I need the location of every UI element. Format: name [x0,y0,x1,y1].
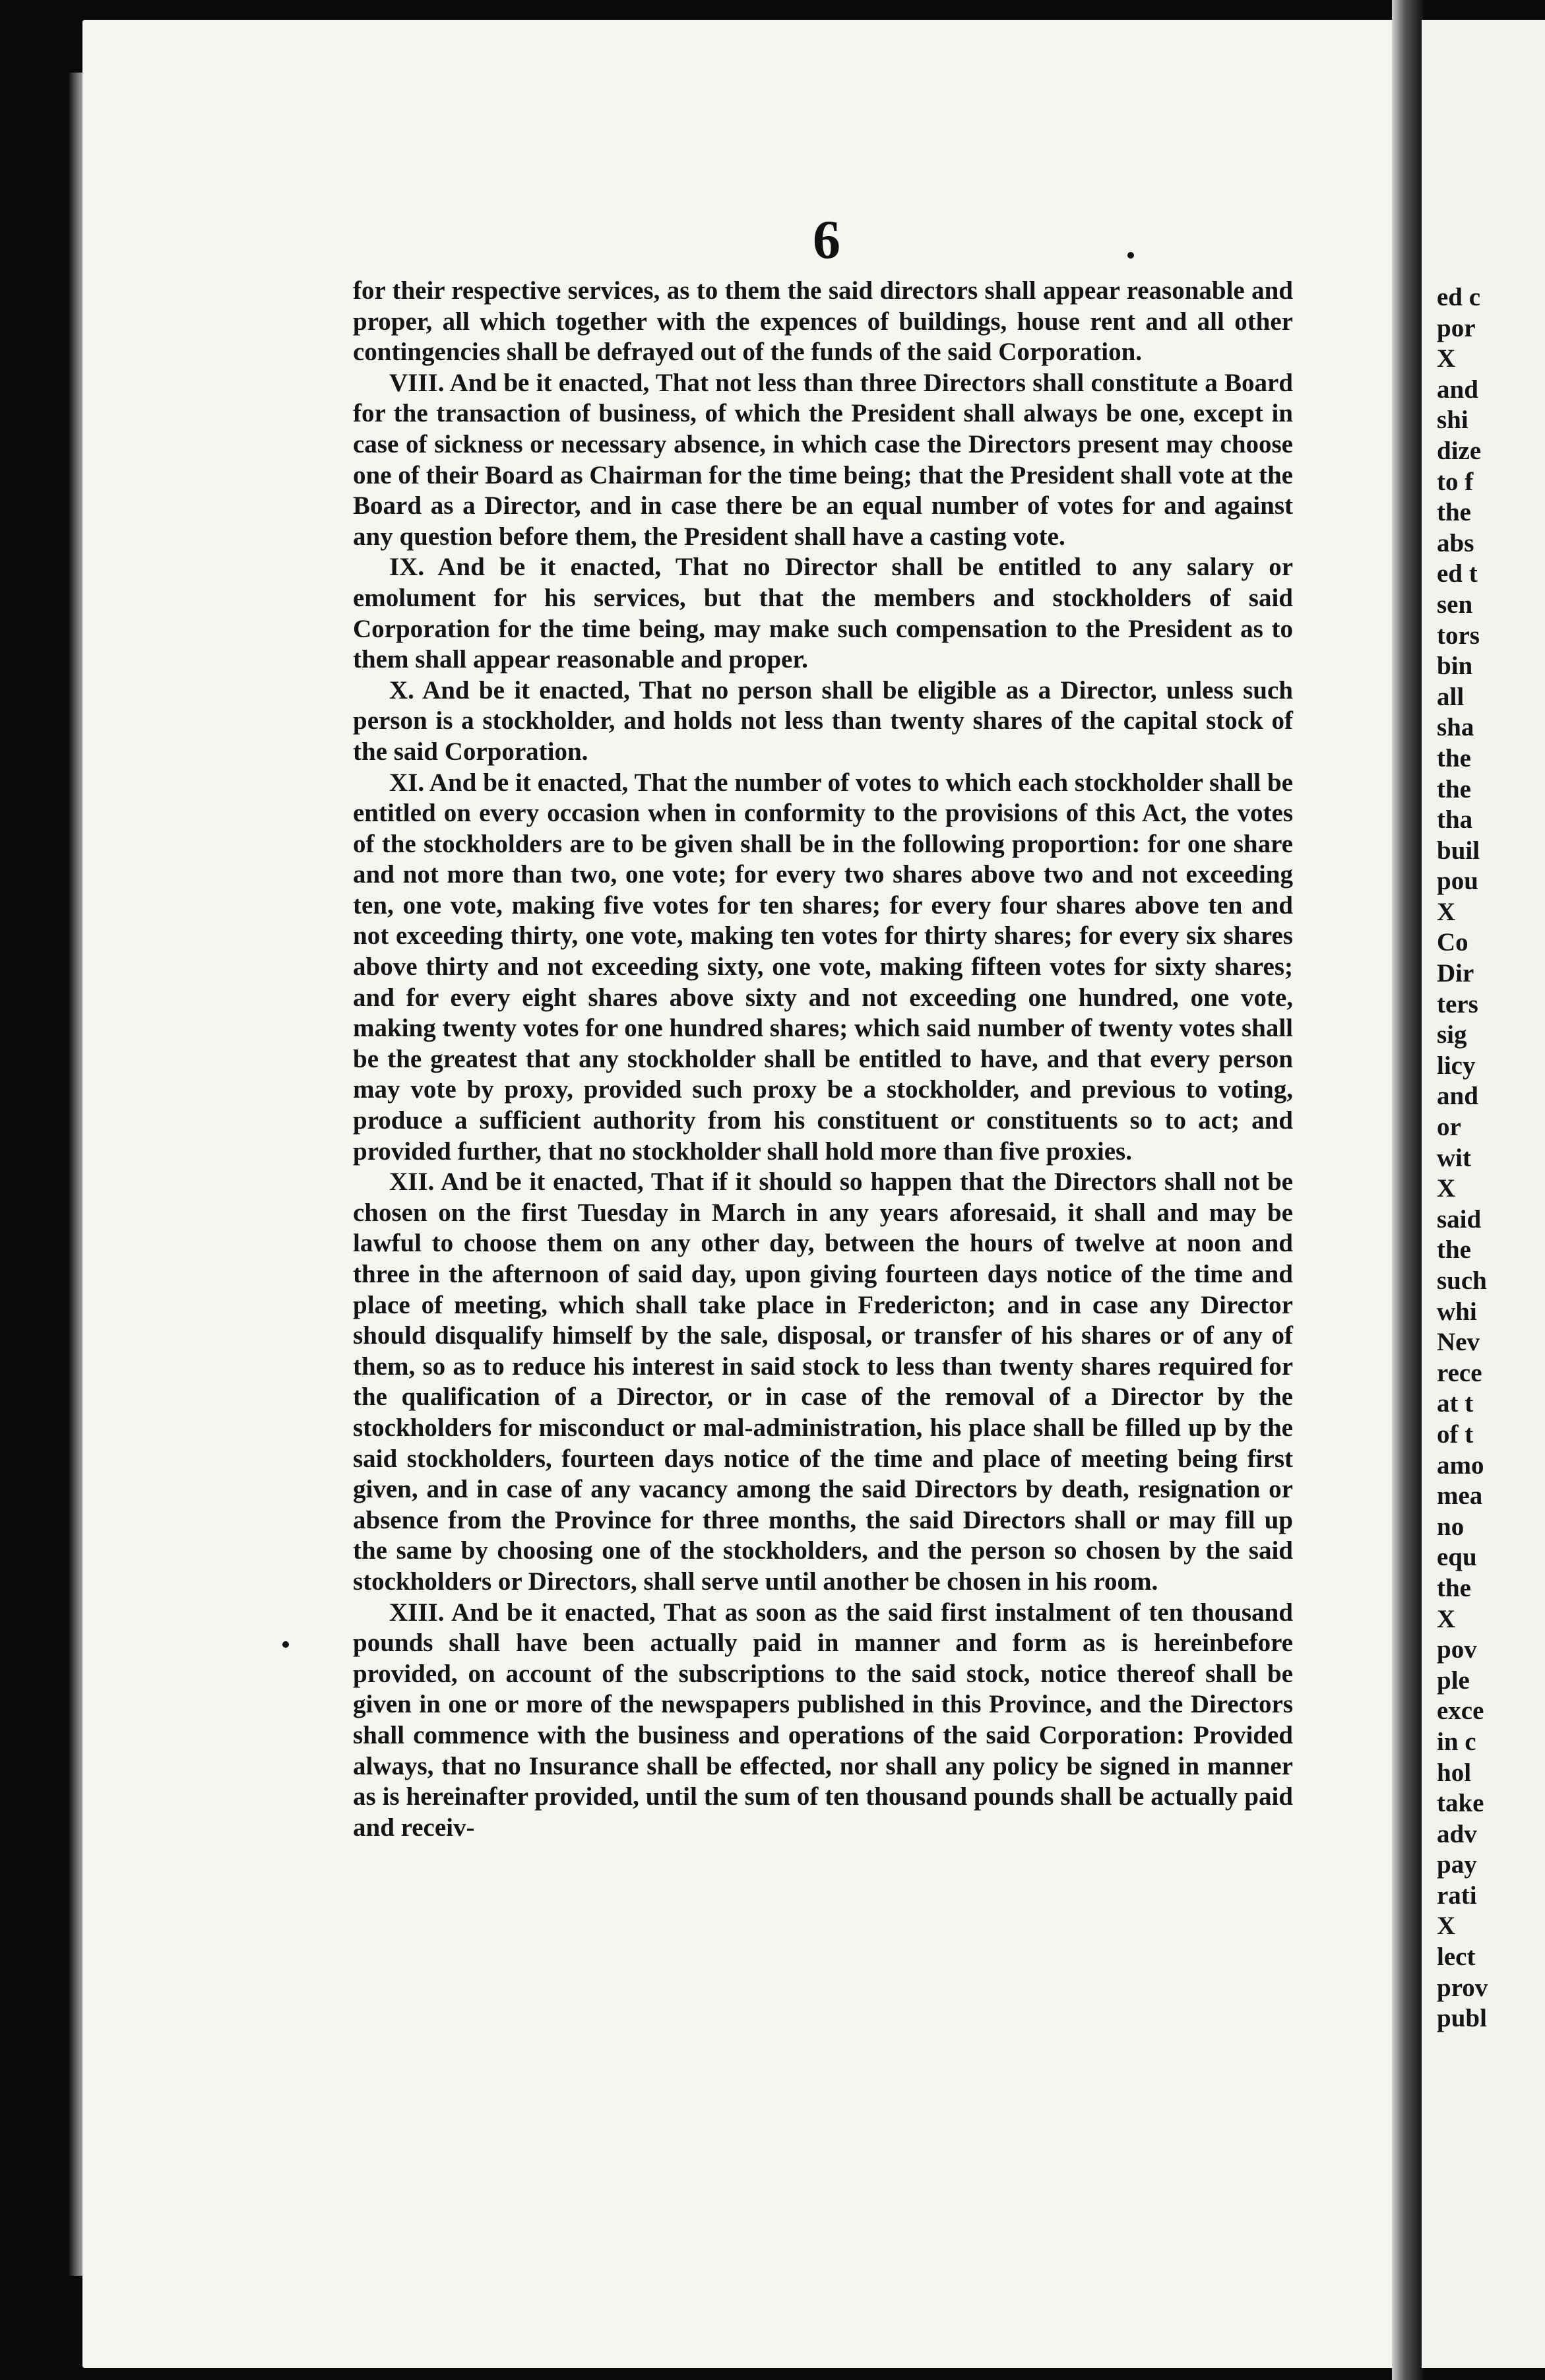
facing-page-line: no [1437,1512,1465,1541]
facing-page-line: ed c [1437,283,1481,311]
facing-page-line: bin [1437,652,1473,681]
facing-page-line: X [1437,1604,1456,1633]
facing-page-line: such [1437,1267,1487,1295]
facing-page-line: dize [1437,436,1482,465]
facing-page-line: of t [1437,1420,1474,1449]
facing-page-line: shi [1437,406,1468,435]
book-gutter [1392,0,1425,2380]
facing-page-line: the [1437,498,1471,527]
facing-page-line: all [1437,682,1465,711]
facing-page-line: the [1437,774,1471,803]
facing-page-line: por [1437,313,1476,342]
section-xii: XII. And be it enacted, That if it should so happen that the Directors shall not be chosen on the first Tuesday in March in any years aforesaid, it shall and may be lawful to choose them on any other day, between the hours of twelve at noon and three in the afternoon of said day, upon giving fourteen days notice of the time and place of meeting, which shall take place in Fredericton; and in case any Director should disqualify himself by the sale, disposal, or transfer of his shares or of any of them, so as to reduce his interest in said stock to less than twenty shares required for the qualification of a Director, or in case of the removal of a Director by the stockholders for misconduct or mal-administration, his place shall be filled up by the said stockholders, fourteen days notice of the time and place of meeting being first given, and in case of any vacancy among the said Directors by death, resignation or absence from the Province for three months, the said Directors shall or may fill up the same by choosing one of the stockholders, and the person so chosen by the said stockholders or Directors, shall serve until another be chosen in his room. [353,1168,1293,1596]
facing-page-line: tors [1437,621,1480,650]
facing-page-line: X [1437,1912,1456,1941]
paragraph-continuation: for their respective services, as to them the said directors shall appear reasonable and proper, all which together with the expences of buildings, house rent and all other contingencies shall be defrayed out of the funds of the said Corporation. [353,276,1293,367]
body-text [353,276,1293,1843]
facing-page-line: publ [1437,2004,1487,2033]
facing-page-line: or [1437,1113,1461,1142]
section-xiii: XIII. And be it enacted, That as soon as the said first instalment of ten thousand pounds shall have been actually paid in manner and form as is hereinbefore provided, on account of the subscriptions to the said stock, notice thereof shall be given in one or more of the newspapers published in this Province, and the Directors shall commence with the business and operations of the said Corporation: Provided always, that no Insurance shall be effected, nor shall any policy be signed in manner as is hereinafter provided, until the sum of ten thousand pounds shall be actually paid and receiv- [353,1598,1293,1842]
facing-page-line: hol [1437,1758,1472,1787]
facing-page-line: sig [1437,1020,1467,1049]
facing-page-line: rati [1437,1881,1477,1910]
facing-page-line: to f [1437,467,1474,496]
section-viii: VIII. And be it enacted, That not less than three Directors shall constitute a Board for the transaction of business, of which the President shall always be one, except in case of sickness or necessary absence, in which case the Directors present may choose one of their Board as Chairman for the time being; that the President shall vote at the Board as a Director, and in case there be an equal number of votes for and against any question before them, the President shall have a casting vote. [353,368,1293,551]
facing-page-line: sha [1437,713,1474,742]
facing-page-line: Co [1437,928,1468,957]
facing-page-line: the [1437,743,1471,772]
facing-page-line: lect [1437,1943,1476,1972]
facing-page-line: licy [1437,1051,1476,1080]
facing-page-text [1437,282,1542,2034]
facing-page-line: X [1437,1174,1456,1203]
section-x: X. And be it enacted, That no person shall be eligible as a Director, unless such person is a stockholder, and holds not less than twenty shares of the capital stock of the said Corporation. [353,675,1293,766]
facing-page-line: sen [1437,590,1473,619]
facing-page-line: the [1437,1236,1471,1265]
facing-page-line: Dir [1437,959,1474,988]
facing-page-line: in c [1437,1727,1476,1756]
facing-page-line: ters [1437,989,1478,1018]
facing-page-line: take [1437,1789,1484,1818]
facing-page-line: amo [1437,1451,1484,1480]
facing-page-line: pov [1437,1635,1477,1664]
facing-page-line: buil [1437,836,1480,865]
facing-page-line: tha [1437,805,1473,834]
facing-page-line: at t [1437,1389,1474,1418]
facing-page-line: the [1437,1573,1471,1602]
facing-page-line: X [1437,344,1456,373]
facing-page-line: pou [1437,867,1478,896]
facing-page-line: exce [1437,1697,1484,1726]
facing-page-line: abs [1437,528,1474,557]
facing-page-line: ple [1437,1666,1470,1695]
facing-page-line: mea [1437,1482,1483,1511]
facing-page-line: whi [1437,1297,1477,1326]
facing-page-line: and [1437,375,1478,404]
facing-page-line: equ [1437,1543,1477,1572]
page-number: 6 [813,209,840,270]
facing-page-line: pay [1437,1850,1477,1879]
facing-page-line: prov [1437,1973,1488,2002]
section-ix: IX. And be it enacted, That no Director shall be entitled to any salary or emolument for his services, but that the members and stockholders of said Corporation for the time being, may make such compensation to the President as to them shall appear reasonable and proper. [353,553,1293,674]
ink-mark [282,1641,289,1648]
facing-page-line: adv [1437,1819,1477,1848]
facing-page-line: X [1437,897,1456,926]
facing-page-line: Nev [1437,1328,1480,1357]
facing-page-line: wit [1437,1143,1471,1172]
facing-page-line: ed t [1437,559,1478,588]
section-xi: XI. And be it enacted, That the number of votes to which each stockholder shall be entitled on every occasion when in conformity to the provisions of this Act, the votes of the stockholders are to be given shall be in the following proportion: for one share and not more than two, one vote; for every two shares above two and not exceeding ten, one vote, making five votes for ten shares; for every four shares above ten and not exceeding thirty, one vote, making ten votes for thirty shares; for every six shares above thirty and not exceeding sixty, one vote, making fifteen votes for sixty shares; and for every eight shares above sixty and not exceeding one hundred, one vote, making twenty votes for one hundred shares; which said number of twenty votes shall be the greatest that any stockholder shall be entitled to have, and that every person may vote by proxy, provided such proxy be a stockholder, and previous to voting, produce a sufficient authority from his constituent or constituents so to act; and provided further, that no stockholder shall hold more than five proxies. [353,768,1293,1166]
facing-page-line: rece [1437,1358,1482,1387]
ink-mark [1127,252,1134,259]
facing-page-line: said [1437,1205,1482,1234]
facing-page-line: and [1437,1082,1478,1111]
